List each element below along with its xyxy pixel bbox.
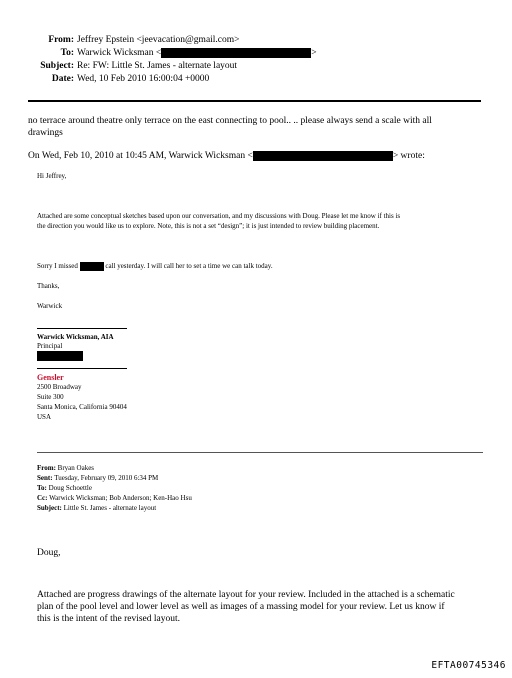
warwick-thanks: Thanks, [37, 282, 60, 290]
signature-company: Gensler [37, 373, 64, 382]
date-label: Date: [51, 74, 74, 84]
date-value: Wed, 10 Feb 2010 16:00:04 +0000 [77, 74, 210, 84]
signature-address-2: Suite 300 [37, 393, 64, 401]
to-label: To: [60, 48, 74, 58]
signature-title: Principal [37, 342, 63, 350]
from-label: From: [48, 35, 74, 45]
forward-subject-row: Subject: Little St. James - alternate layout [37, 504, 157, 512]
redaction-bar [80, 262, 104, 271]
header-subject-row [0, 60, 237, 73]
forward-divider [37, 452, 483, 453]
subject-label: Subject: [40, 61, 74, 71]
header-to-row: To: Warwick Wicksman < > [0, 47, 317, 60]
forward-to-row: To: Doug Schoettle [37, 484, 92, 492]
reply-line-1: no terrace around theatre only terrace on the east connecting to pool.. .. please always send a scale with all [28, 116, 432, 126]
bryan-line-1: Attached are progress drawings of the alternate layout for your review. Included in the attached is a schematic [37, 590, 455, 600]
warwick-greeting: Hi Jeffrey, [37, 172, 67, 180]
redaction-bar [253, 151, 393, 161]
redaction-bar [37, 351, 83, 361]
from-value: Jeffrey Epstein <jeevacation@gmail.com> [77, 35, 240, 45]
forward-sent-row: Sent: Tuesday, February 09, 2010 6:34 PM [37, 474, 159, 482]
warwick-para1-line2: the direction you would like us to explore. Note, this is not a set “design”; it is just intended to review building placement. [37, 222, 380, 230]
bates-number: EFTA00745346 [431, 660, 506, 671]
forward-from-row: From: Bryan Oakes [37, 464, 95, 472]
subject-value: Re: FW: Little St. James - alternate layout [77, 61, 238, 71]
header-date-row [0, 73, 209, 86]
signature-name: Warwick Wicksman, AIA [37, 333, 114, 341]
signature-divider-top [37, 328, 127, 329]
bryan-greeting: Doug, [37, 548, 61, 558]
warwick-sorry-line: Sorry I missed call yesterday. I will call her to set a time we can talk today. [37, 262, 273, 271]
header-from-row [0, 34, 240, 47]
warwick-name: Warwick [37, 302, 63, 310]
to-value: Warwick Wicksman < [77, 48, 162, 58]
warwick-para1-line1: Attached are some conceptual sketches based upon our conversation, and my discussions with Doug. Please let me know if this is [37, 212, 401, 220]
header-divider [28, 100, 481, 102]
signature-address-3: Santa Monica, California 90404 [37, 403, 127, 411]
bryan-line-3: this is the intent of the revised layout. [37, 614, 181, 624]
signature-divider-bottom [37, 368, 127, 369]
redaction-bar [161, 48, 311, 58]
signature-address-1: 2500 Broadway [37, 383, 82, 391]
quote-intro: On Wed, Feb 10, 2010 at 10:45 AM, Warwick Wicksman < > wrote: [28, 151, 425, 161]
signature-address-4: USA [37, 413, 52, 421]
reply-line-2: drawings [28, 128, 63, 138]
bryan-line-2: plan of the pool level and lower level as well as images of a massing model for your review. Let us know if [37, 602, 445, 612]
forward-cc-row: Cc: Warwick Wicksman; Bob Anderson; Ken-Hao Hsu [37, 494, 192, 502]
